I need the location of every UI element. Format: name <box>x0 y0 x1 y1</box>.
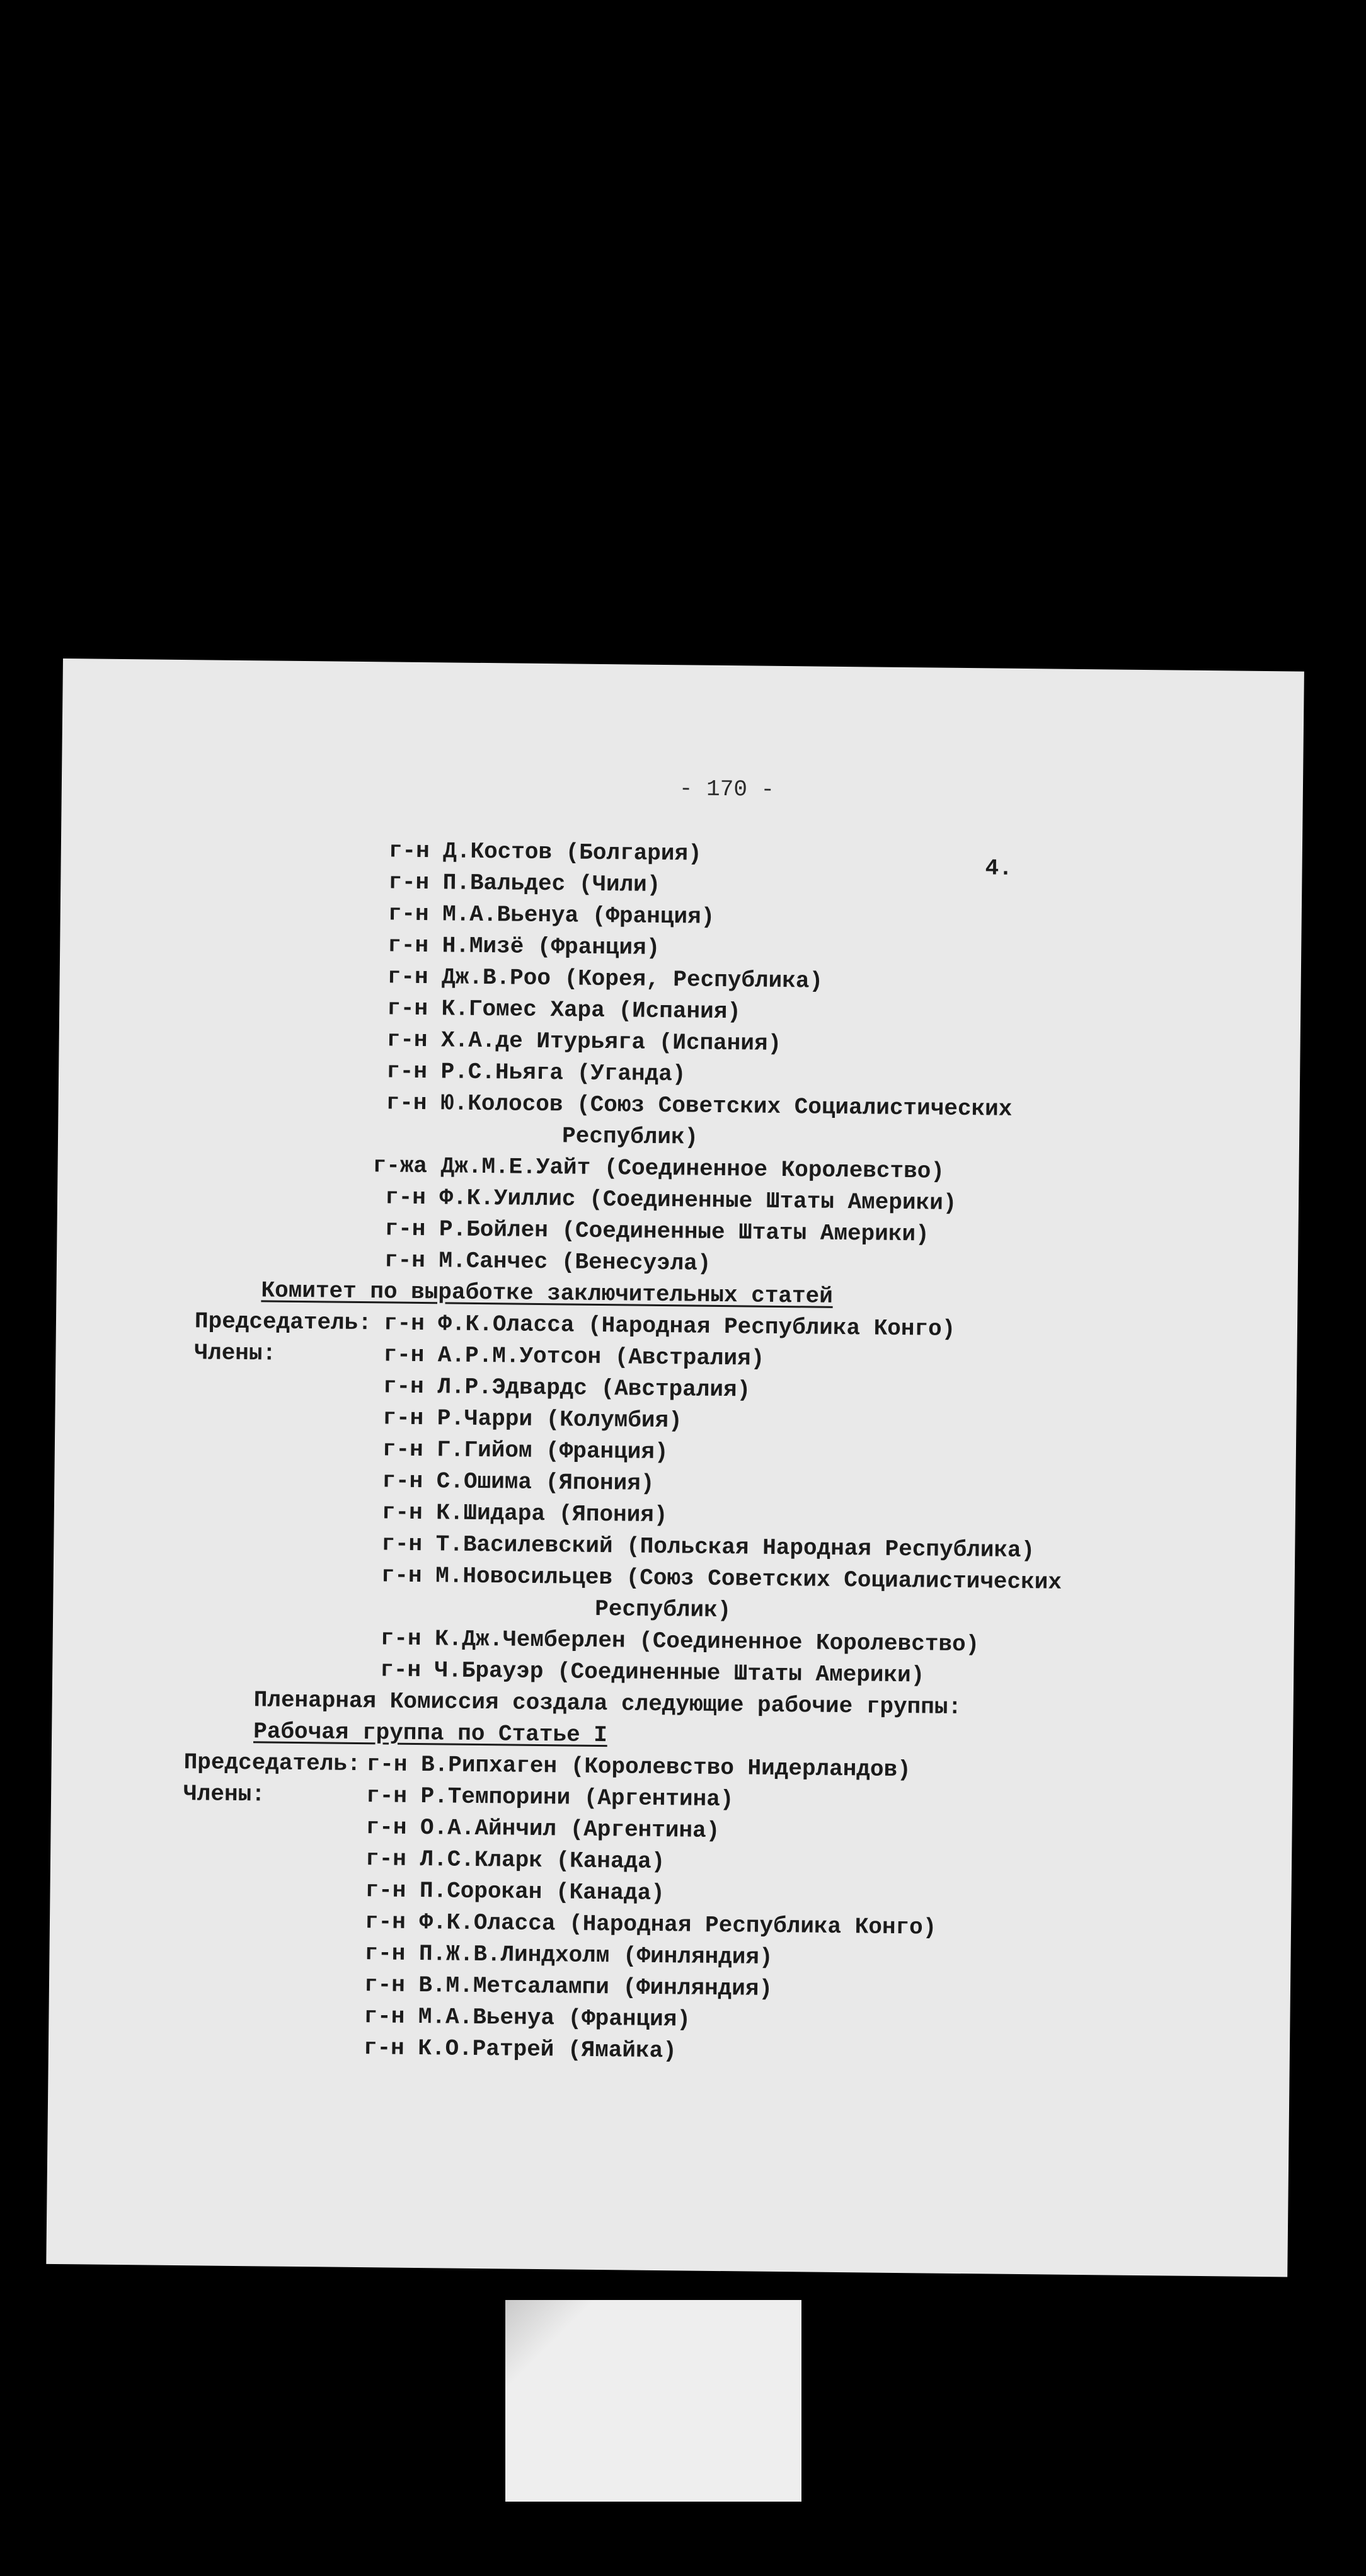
committee-chair-label: Председатель: <box>194 1308 372 1337</box>
committee-member: г-н С.Ошима (Япония) <box>382 1468 655 1497</box>
member-line: г-н К.Гомес Хара (Испания) <box>387 995 742 1025</box>
working-group-member: г-н О.А.Айнчил (Аргентина) <box>365 1814 720 1844</box>
committee-member: г-н К.Шидара (Япония) <box>381 1499 668 1529</box>
working-group-member: г-н В.М.Метсалампи (Финляндия) <box>364 1972 773 2002</box>
committee-member: г-н К.Дж.Чемберлен (Соединенное Королевство) <box>380 1625 980 1658</box>
working-group-member: г-н М.А.Вьенуа (Франция) <box>364 2003 691 2033</box>
working-group-member: г-н П.Сорокан (Канада) <box>365 1877 665 1907</box>
plenary-sentence: Пленарная Комиссия создала следующие рабочие группы: <box>253 1687 962 1721</box>
working-group-chair: г-н В.Рипхаген (Королевство Нидерландов) <box>366 1751 911 1783</box>
working-group-member: г-н Ф.К.Оласса (Народная Республика Конго) <box>364 1909 937 1941</box>
member-line: г-н Ю.Колосов (Союз Советских Социалистических <box>386 1090 1013 1122</box>
committee-member: г-н А.Р.М.Уотсон (Австралия) <box>383 1342 765 1372</box>
member-line: г-н М.Санчес (Венесуэла) <box>384 1247 711 1277</box>
committee-member-continuation: Республик) <box>595 1596 732 1624</box>
member-line: г-н Х.А.де Итурьяга (Испания) <box>386 1026 782 1057</box>
committee-heading: Комитет по выработке заключительных статей <box>261 1277 834 1309</box>
member-line: г-н Р.Бойлен (Соединенные Штаты Америки) <box>384 1216 929 1248</box>
committee-member: г-н Р.Чарри (Колумбия) <box>382 1405 682 1434</box>
member-line: г-н М.А.Вьенуа (Франция) <box>387 900 715 930</box>
member-line: г-н Дж.В.Роо (Корея, Республика) <box>387 963 824 994</box>
committee-chair: г-н Ф.К.Оласса (Народная Республика Конго) <box>383 1310 956 1342</box>
committee-members-label: Члены: <box>194 1340 277 1367</box>
member-line-continuation: Республик) <box>561 1123 699 1151</box>
committee-member: г-н Л.Р.Эдвардс (Австралия) <box>382 1373 751 1403</box>
working-group-member: г-н К.О.Ратрей (Ямайка) <box>363 2035 677 2064</box>
member-line: г-н Д.Костов (Болгария) <box>388 837 702 867</box>
working-group-heading: Рабочая группа по Статье I <box>253 1718 608 1749</box>
page-text <box>46 658 1304 2277</box>
member-line: г-н Н.Мизё (Франция) <box>387 932 660 961</box>
member-line: г-н Ф.К.Уиллис (Соединенные Штаты Америки) <box>384 1184 957 1216</box>
member-line: г-н П.Вальдес (Чили) <box>388 869 661 898</box>
working-group-member: г-н Л.С.Кларк (Канада) <box>365 1846 665 1875</box>
corner-number: 4. <box>985 855 1013 882</box>
member-line: г-н Р.С.Ньяга (Уганда) <box>386 1058 686 1088</box>
blank-plate <box>505 2300 801 2502</box>
page-number: - 170 - <box>679 776 775 803</box>
member-line: г-жа Дж.М.Е.Уайт (Соединенное Королевство) <box>372 1153 945 1185</box>
plate-shadow <box>505 2300 801 2502</box>
working-group-member: г-н П.Ж.В.Линдхолм (Финляндия) <box>364 1940 773 1970</box>
working-group-member: г-н Р.Темпорини (Аргентина) <box>365 1783 734 1813</box>
committee-member: г-н Г.Гийом (Франция) <box>382 1436 669 1466</box>
committee-member: г-н Ч.Брауэр (Соединенные Штаты Америки) <box>380 1657 925 1689</box>
document-page <box>46 658 1304 2277</box>
working-group-chair-label: Председатель: <box>183 1749 361 1778</box>
committee-member: г-н М.Новосильцев (Союз Советских Социалистических <box>381 1562 1062 1596</box>
working-group-members-label: Члены: <box>183 1781 265 1808</box>
committee-member: г-н Т.Василевский (Польская Народная Республика) <box>381 1531 1035 1564</box>
